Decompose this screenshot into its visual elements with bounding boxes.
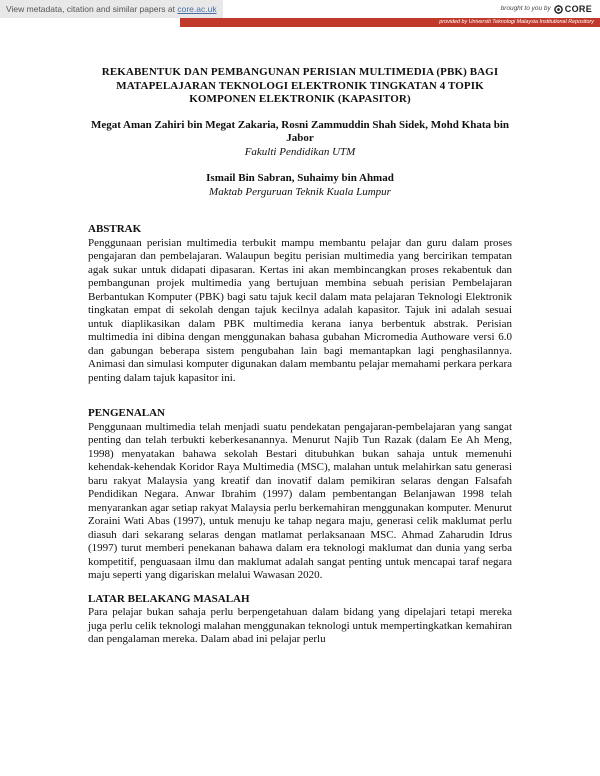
provided-by-bar: provided by Universiti Teknologi Malaysia Institutional Repository [180, 18, 600, 27]
core-logo-icon [554, 5, 563, 14]
abstract-heading: ABSTRAK [88, 223, 142, 235]
core-link-prefix: View metadata, citation and similar papers at [6, 4, 178, 14]
authors-secondary: Ismail Bin Sabran, Suhaimy bin Ahmad [206, 172, 394, 184]
core-logo-text: CORE [564, 4, 592, 14]
brought-by [501, 4, 592, 14]
core-banner [0, 0, 600, 26]
brought-by-text: brought to you by [500, 5, 551, 12]
paper-title: REKABENTUK DAN PEMBANGUNAN PERISIAN MULTIMEDIA (PBK) BAGI MATAPELAJARAN TEKNOLOGI ELEKTRONIK TINGKATAN 4 TOPIK KOMPONEN ELEKTRONIK (KAPASITOR) [101, 66, 499, 105]
affiliation-primary: Fakulti Pendidikan UTM [244, 145, 356, 158]
background-heading: LATAR BELAKANG MASALAH [88, 592, 250, 605]
background-section [88, 593, 512, 647]
introduction-body: Penggunaan multimedia telah menjadi suatu pendekatan pengajaran-pembelajaran yang sangat penting dan telah terbukti keberkesanannya. Menurut Najib Tun Razak (dalam Ee Ah Meng, 1998) menyatakan bahawa sekolah Bestari ditubuhkan bukan sahaja untuk memenuhi kehendak-kehendak Koridor Raya Multimedia (MSC), malahan untuk melahirkan satu generasi baru rakyat Malaysia yang kreatif dan inovatif dalam pemikiran selaras dengan Falsafah Pendidikan Negara. Anwar Ibrahim (1997) dalam pembentangan Belanjawan 1998 telah menyarankan agar setiap rakyat Malaysia perlu berkemahiran menggunakan komputer. Menurut Zoraini Wati Abas (1997), untuk menuju ke tahap negara maju, generasi celik maklumat perlu diasuh dari sekarang selaras dengan matlamat perlaksanaan MSC. Ahmad Zaharudin Idrus (1997) turut memberi penekanan bahawa dalam era teknologi maklumat dan dunia yang serba kompetitif, penguasaan ilmu dan maklumat adalah sangat penting untuk mencapai taraf negara maju seperti yang digariskan melalui Wawasan 2020. [88, 420, 512, 581]
core-link-url[interactable]: core.ac.uk [177, 4, 217, 14]
paper-page [88, 66, 512, 647]
abstract-body: Penggunaan perisian multimedia terbukit mampu membantu pelajar dan guru dalam proses pengajaran dan pembelajaran. Walaupun begitu perisian multimedia yang bercirikan tempatan agak sukar untuk didapati dipasaran. Kertas ini akan membincangkan proses rekabentuk dan pembangunan projek multimedia yang bertujuan membina sebuah perisian Pembelajaran Berbantukan Komputer (PBK) bagi satu tajuk kecil dalam mata pelajaran Teknologi Elektronik tingkatan empat di sekolah dengan tajuk kecilnya adalah kapasitor. Tajuk ini adalah sesuai untuk diaplikasikan dalam PBK multimedia kerana ianya berbentuk abstrak. Perisian multimedia ini dibina dengan menggunakan bahasa gubahan Micromedia Authoware versi 6.0 dan gabungan beberapa sistem pengubahan lain bagi memantapkan lagi penghasilannya. Animasi dan simulasi komputer digunakan dalam membantu pelajar memahami perkara perkara penting dalam tajuk kapasitor ini. [88, 236, 512, 384]
core-metadata-link[interactable] [0, 0, 223, 18]
introduction-section [88, 407, 512, 583]
core-logo[interactable] [554, 4, 592, 14]
affiliation-secondary: Maktab Perguruan Teknik Kuala Lumpur [209, 185, 391, 198]
background-body: Para pelajar bukan sahaja perlu berpengetahuan dalam bidang yang dipelajari tetapi mereka juga perlu celik teknologi malahan menggunakan teknologi untuk mempertingkatkan kemahiran dan pengalaman mereka. Dalam abad ini pelajar perlu [88, 606, 512, 645]
introduction-heading: PENGENALAN [88, 407, 166, 419]
abstract-section [88, 223, 512, 385]
authors-primary: Megat Aman Zahiri bin Megat Zakaria, Rosni Zammuddin Shah Sidek, Mohd Khata bin Jabor [90, 118, 510, 144]
